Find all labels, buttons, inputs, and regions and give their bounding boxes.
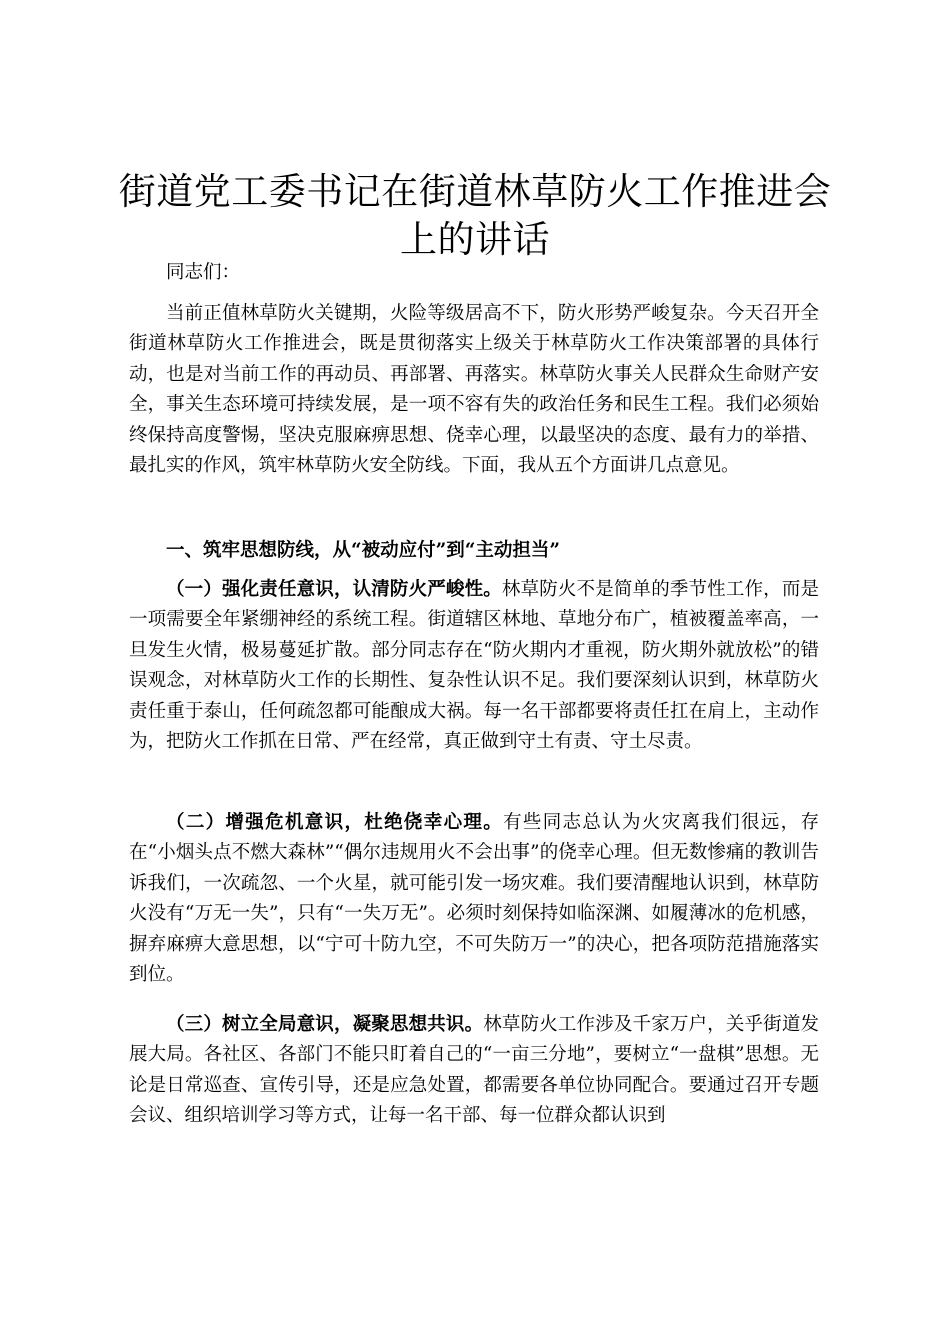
paragraph-text: 林草防火不是简单的季节性工作，而是一项需要全年紧绷神经的系统工程。街道辖区林地、草地分布广，植被覆盖率高，一旦发生火情，极易蔓延扩散。部分同志存在“防火期内才重视，防火期外就放松”的错误观念，对林草防火工作的长期性、复杂性认识不足。我们要深刻认识到，林草防火责任重于泰山，任何疏忽都可能酿成大祸。每一名干部都要将责任扛在肩上，主动作为，把防火工作抓在日常、严在经常，真正做到守土有责、守土尽责。 [129,579,819,753]
paragraph-lead: （一）强化责任意识，认清防火严峻性。 [166,579,502,600]
paragraph-lead: （三）树立全局意识，凝聚思想共识。 [166,1014,484,1035]
salutation: 同志们： [166,262,241,283]
paragraph-text: 有些同志总认为火灾离我们很远，存在“小烟头点不燃大森林”“偶尔违规用火不会出事”的侥幸心理。但无数惨痛的教训告诉我们，一次疏忽、一个火星，就可能引发一场灾难。我们要清醒地认识到，林草防火没有“万无一失”，只有“一失万无”。必须时刻保持如临深渊、如履薄冰的危机感，摒弃麻痹大意思想，以“宁可十防九空，不可失防万一”的决心，把各项防范措施落实到位。 [129,812,819,986]
paragraph-text: 林草防火工作涉及千家万户，关乎街道发展大局。各社区、各部门不能只盯着自己的“一亩三分地”，要树立“一盘棋”思想。无论是日常巡查、宣传引导，还是应急处置，都需要各单位协同配合。要通过召开专题会议、组织培训学习等方式，让每一名干部、每一位群众都认识到 [129,1014,819,1127]
paragraph-responsibility [129,575,819,757]
paragraph-overall [129,1010,819,1132]
document-title: 街道党工委书记在街道林草防火工作推进会上的讲话 [118,170,832,261]
paragraph-lead: （二）增强危机意识，杜绝侥幸心理。 [166,812,504,833]
paragraph-crisis [129,808,819,990]
section-one-heading: 一、筑牢思想防线，从“被动应付”到“主动担当” [166,540,561,561]
intro-paragraph: 当前正值林草防火关键期，火险等级居高不下，防火形势严峻复杂。今天召开全街道林草防火工作推进会，既是贯彻落实上级关于林草防火工作决策部署的具体行动，也是对当前工作的再动员、再部署、再落实。林草防火事关人民群众生命财产安全，事关生态环境可持续发展，是一项不容有失的政治任务和民生工程。我们必须始终保持高度警惕，坚决克服麻痹思想、侥幸心理，以最坚决的态度、最有力的举措、最扎实的作风，筑牢林草防火安全防线。下面，我从五个方面讲几点意见。 [129,303,819,477]
